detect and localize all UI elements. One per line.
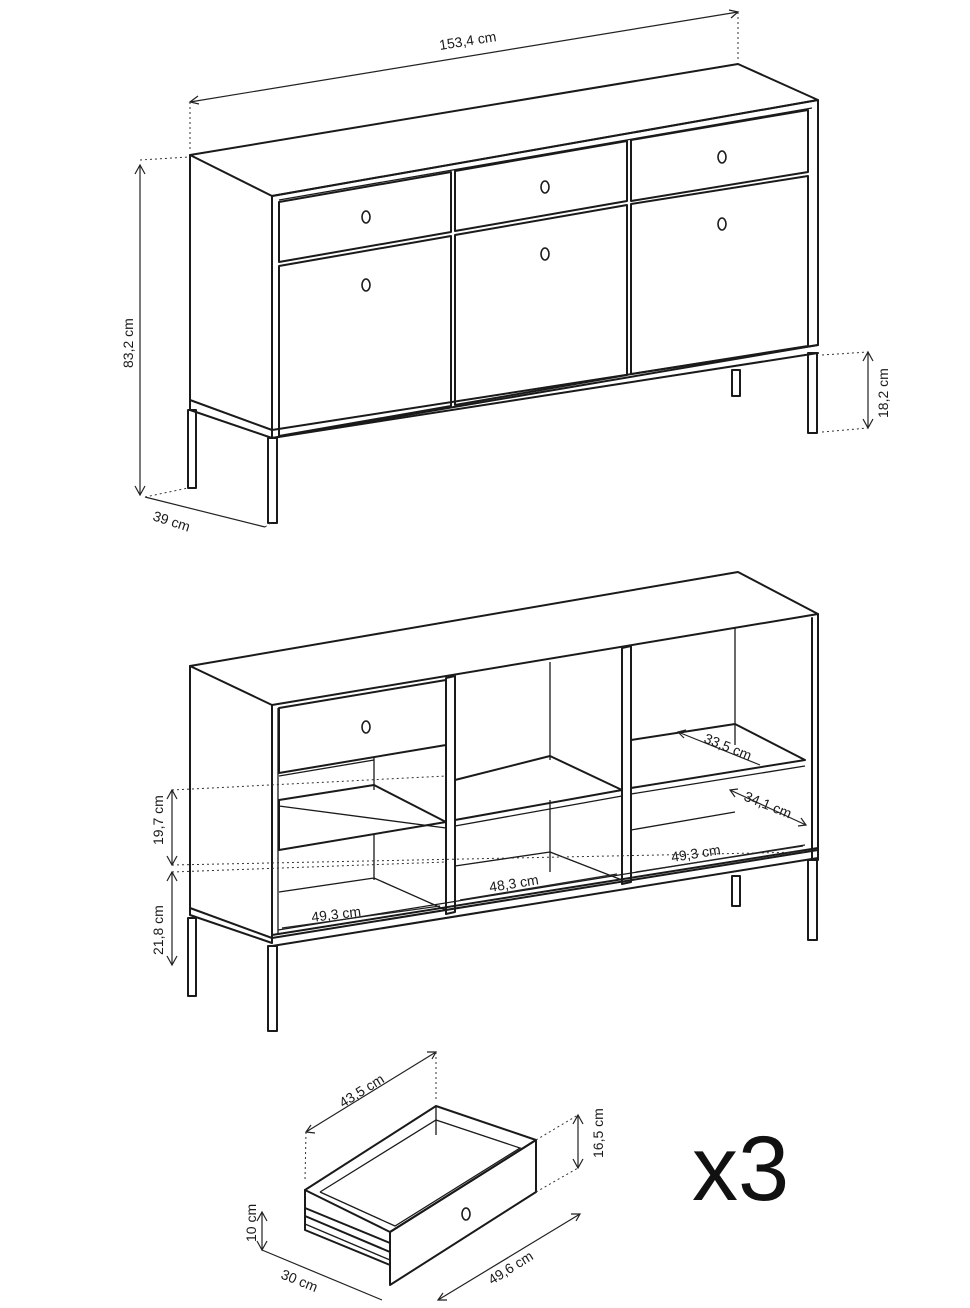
label-shelf-width-center: 48,3 cm bbox=[487, 871, 540, 895]
drawer-detail-view bbox=[243, 1052, 789, 1300]
leg bbox=[268, 946, 277, 1031]
label-drawer-depth: 16,5 cm bbox=[590, 1108, 606, 1158]
drawer-knob bbox=[362, 211, 370, 223]
label-drawer-width-front: 49,6 cm bbox=[485, 1247, 536, 1288]
dim-line-width bbox=[190, 12, 738, 102]
label-shelf-depth-upper: 33,5 cm bbox=[701, 729, 755, 764]
label-shelf-width-right: 49,3 cm bbox=[669, 841, 722, 865]
label-shelf-gap-lower: 21,8 cm bbox=[150, 905, 166, 955]
leg bbox=[732, 876, 740, 906]
label-drawer-length: 43,5 cm bbox=[336, 1070, 387, 1111]
door-knob bbox=[541, 248, 549, 260]
leg bbox=[268, 438, 277, 523]
label-shelf-gap-upper: 19,7 cm bbox=[150, 795, 166, 845]
label-leg-height: 18,2 cm bbox=[875, 368, 891, 418]
partition-left bbox=[446, 676, 455, 914]
label-drawer-width-small: 30 cm bbox=[278, 1265, 321, 1296]
dim-line-drawer-width-small bbox=[262, 1250, 382, 1300]
dim-line-drawer-width-front bbox=[438, 1214, 580, 1300]
drawer-knob bbox=[718, 151, 726, 163]
drawer-box-side bbox=[305, 1190, 390, 1265]
sideboard-closed-view bbox=[120, 10, 891, 535]
sideboard-side bbox=[190, 155, 272, 438]
leg bbox=[732, 370, 740, 396]
leg bbox=[188, 918, 196, 996]
label-depth: 39 cm bbox=[151, 507, 193, 535]
door-center bbox=[455, 205, 627, 405]
sideboard-top bbox=[190, 64, 818, 196]
label-width: 153,4 cm bbox=[437, 28, 498, 53]
partition-right bbox=[622, 646, 631, 884]
carcass-top bbox=[190, 572, 818, 705]
door-knob bbox=[362, 279, 370, 291]
base-frame bbox=[190, 345, 818, 430]
carcass-side bbox=[190, 666, 272, 943]
door-knob bbox=[718, 218, 726, 230]
leg bbox=[188, 410, 196, 488]
label-height: 83,2 cm bbox=[120, 318, 136, 368]
leg bbox=[808, 860, 817, 940]
door-right bbox=[631, 176, 808, 374]
drawer-knob bbox=[541, 181, 549, 193]
quantity-label: x3 bbox=[692, 1118, 790, 1220]
leg bbox=[808, 353, 817, 433]
drawer-knob bbox=[462, 1208, 470, 1220]
drawer-knob bbox=[362, 721, 370, 733]
label-drawer-height: 10 cm bbox=[243, 1203, 259, 1242]
label-shelf-width-left: 49,3 cm bbox=[310, 903, 362, 925]
sideboard-open-view bbox=[150, 572, 818, 1031]
label-shelf-depth-lower: 34,1 cm bbox=[741, 787, 795, 822]
